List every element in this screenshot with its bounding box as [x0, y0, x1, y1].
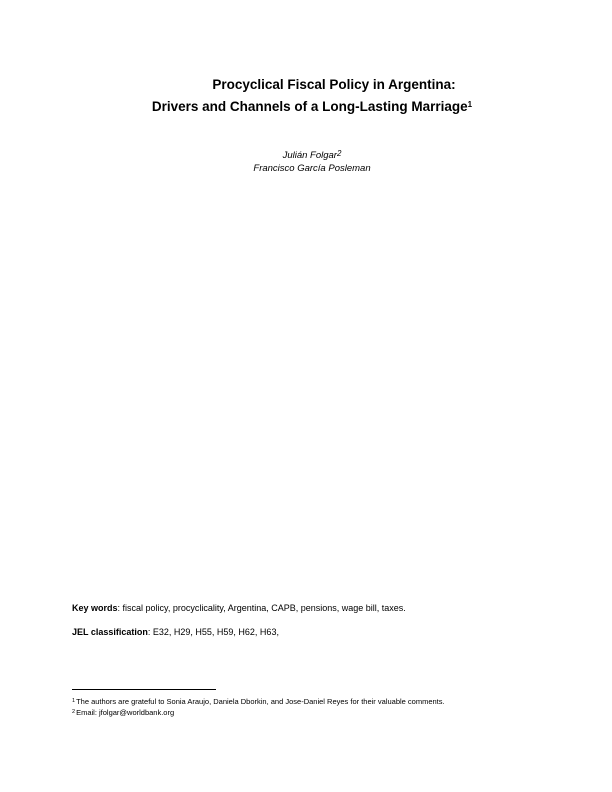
footnote-separator [72, 689, 216, 690]
footnote-2 [72, 708, 174, 718]
keywords-text: : fiscal policy, procyclicality, Argentina, CAPB, pensions, wage bill, taxes. [117, 603, 406, 613]
title-line-2-text: Drivers and Channels of a Long-Lasting Marriage [151, 99, 468, 114]
footnote-2-mark: 2 [72, 709, 76, 715]
author-2-name: Francisco García Posleman [253, 163, 371, 174]
paper-title-line-1 [28, 76, 612, 93]
author-1 [6, 150, 612, 162]
title-footnote-mark: 1 [467, 100, 473, 109]
author-2 [6, 163, 612, 175]
keywords-line [72, 602, 406, 614]
footnote-2-text: Email: jfolgar@worldbank.org [76, 708, 175, 717]
paper-title-line-2 [6, 98, 612, 115]
footnote-1-text: The authors are grateful to Sonia Araujo, Daniela Dborkin, and Jose-Daniel Reyes for their valuable comments. [76, 697, 445, 706]
footnote-1-mark: 1 [72, 698, 76, 704]
author-1-footnote-mark: 2 [336, 149, 342, 158]
title-line-1-text: Procyclical Fiscal Policy in Argentina: [212, 77, 456, 92]
footnote-1 [72, 697, 445, 707]
jel-text: : E32, H29, H55, H59, H62, H63, [147, 627, 279, 637]
author-1-name: Julián Folgar [282, 150, 337, 161]
jel-label: JEL classification [72, 627, 148, 637]
keywords-label: Key words [72, 603, 118, 613]
jel-classification-line [72, 626, 279, 638]
